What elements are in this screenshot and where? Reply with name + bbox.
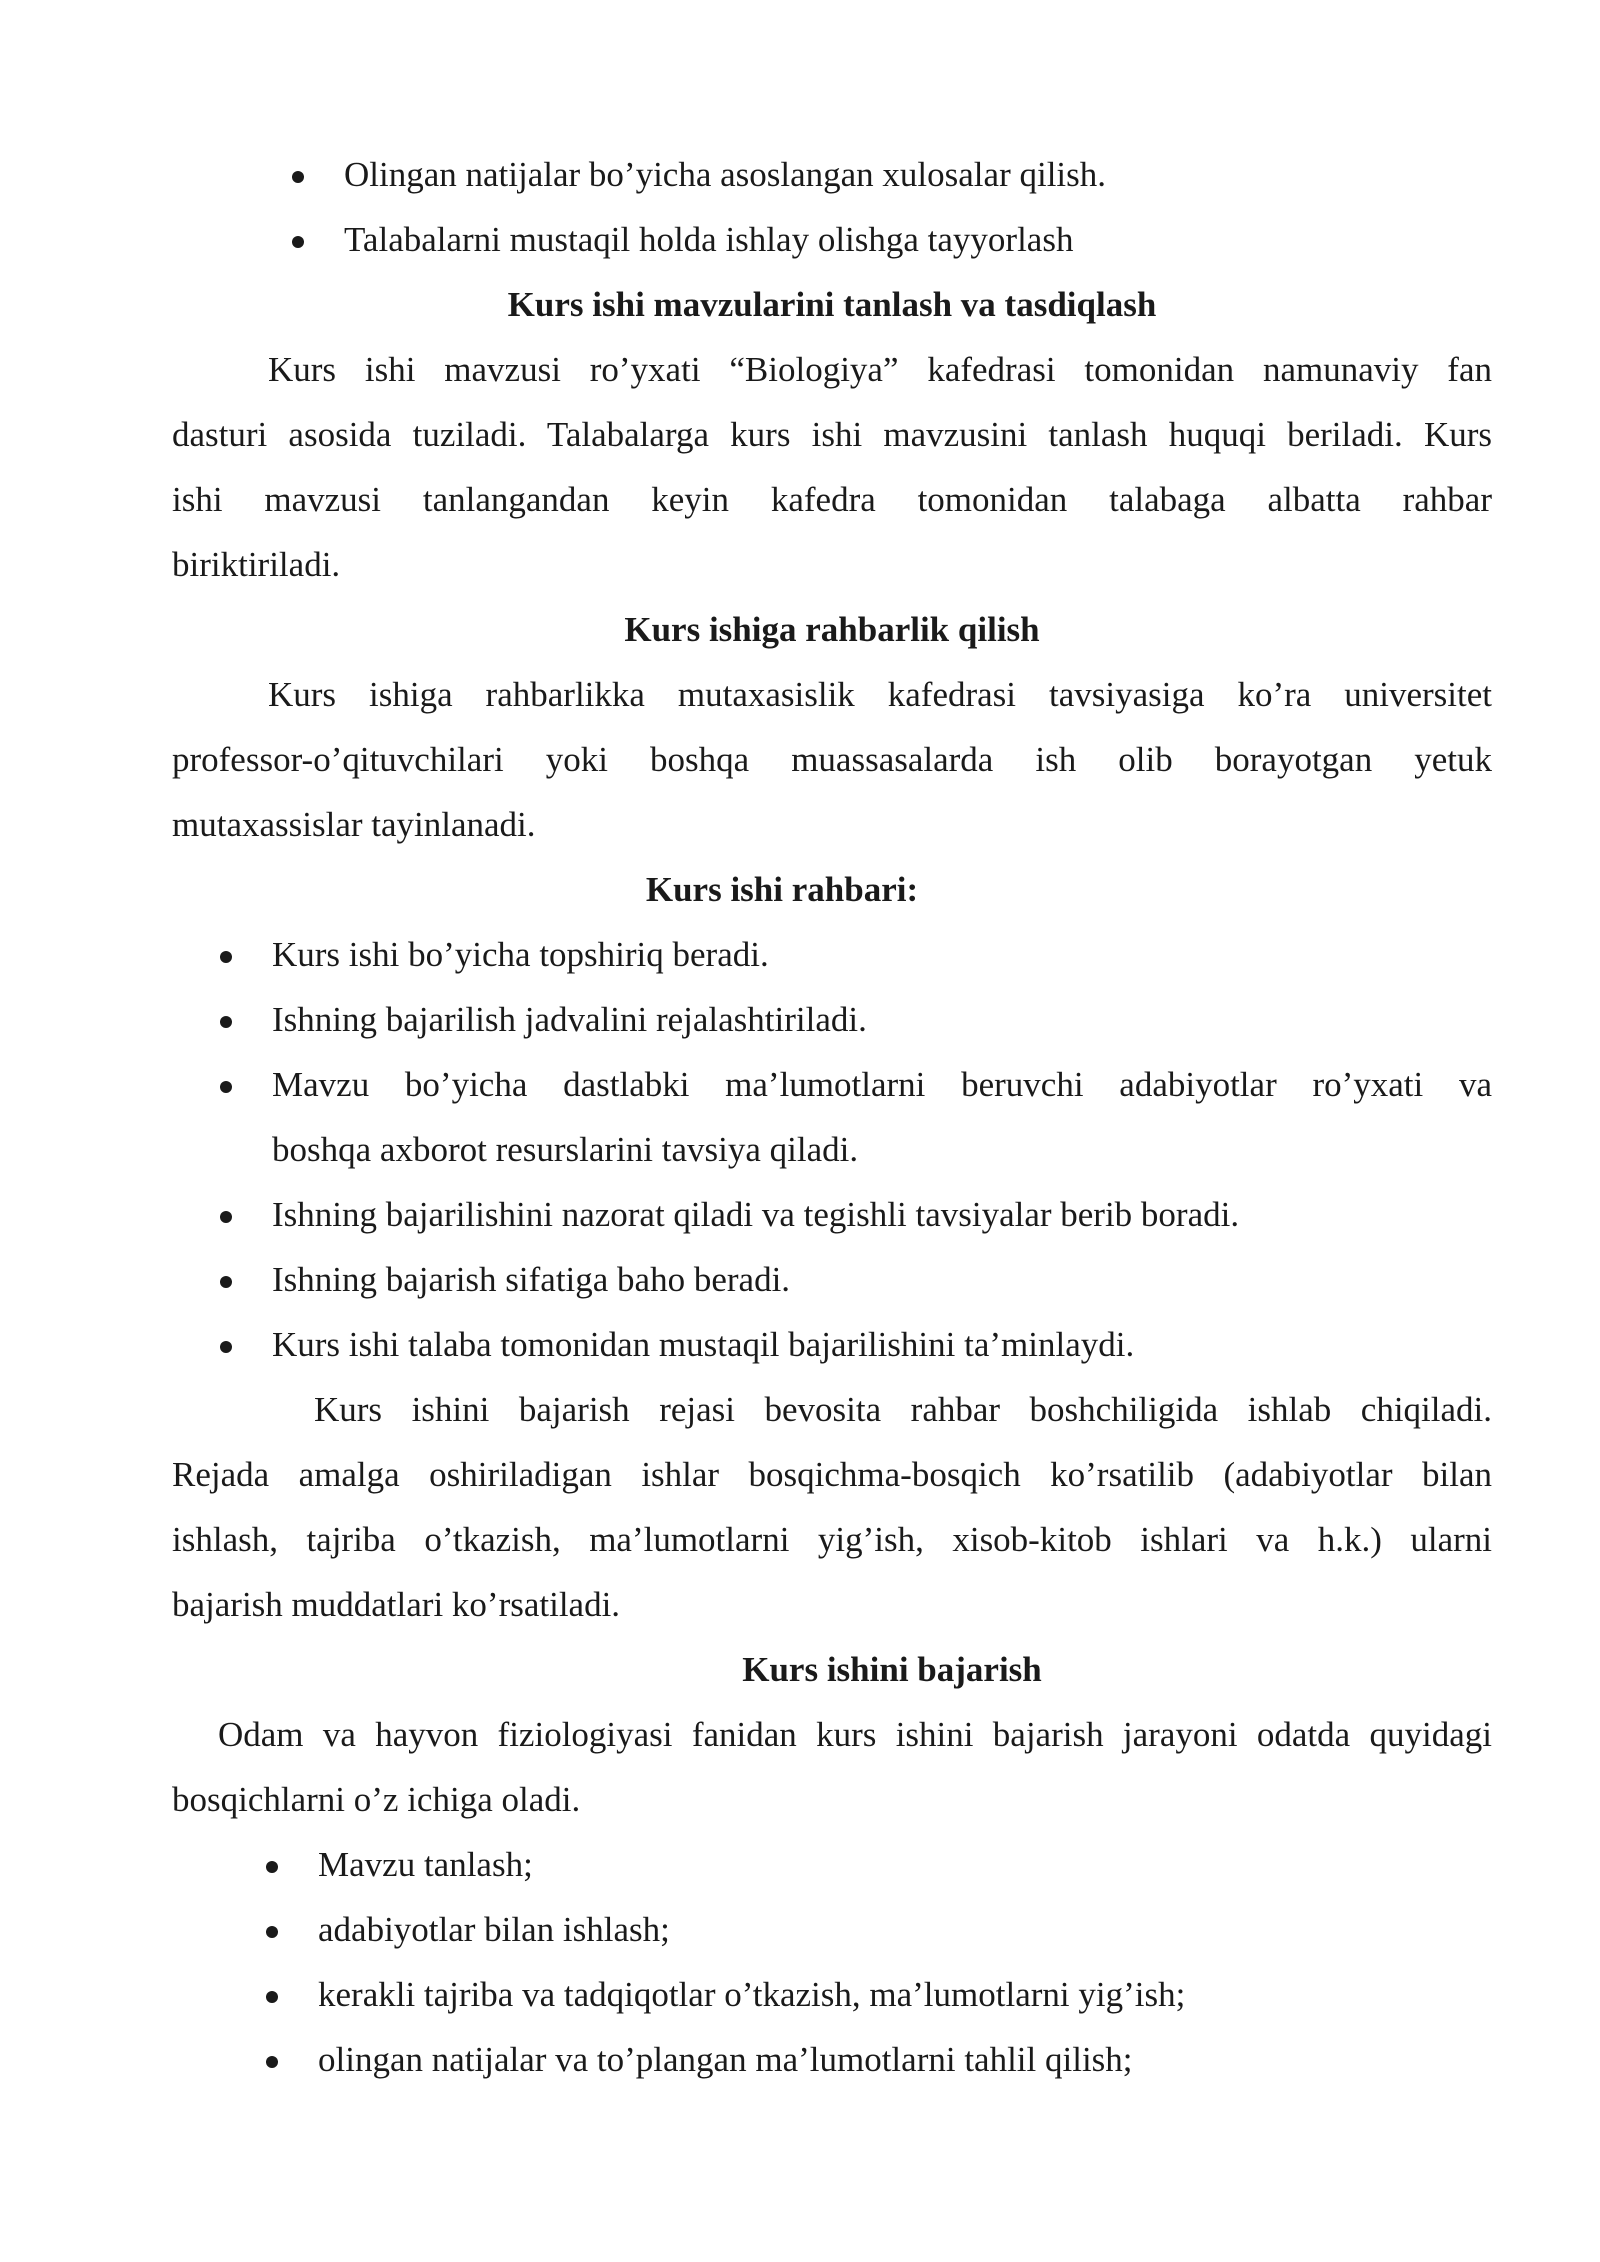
bullet-icon	[266, 1991, 278, 2003]
list-item-text: Mavzu bo’yicha dastlabki ma’lumotlarni beruvchi adabiyotlar ro’yxati va	[272, 1065, 1492, 1104]
bullet-icon	[292, 236, 304, 248]
bullet-icon	[220, 1016, 232, 1028]
paragraph-line: bosqichlarni o’z ichiga oladi.	[172, 1780, 581, 1819]
paragraph-line: dasturi asosida tuziladi. Talabalarga kurs ishi mavzusini tanlash huquqi beriladi. Kurs	[172, 415, 1492, 454]
list-item-text: Olingan natijalar bo’yicha asoslangan xulosalar qilish.	[344, 155, 1107, 194]
bullet-icon	[266, 1926, 278, 1938]
bullet-icon	[266, 2056, 278, 2068]
bullet-icon	[220, 951, 232, 963]
section-heading: Kurs ishini bajarish	[742, 1650, 1042, 1689]
section-heading: Kurs ishi mavzularini tanlash va tasdiqlash	[507, 285, 1157, 324]
bullet-icon	[220, 1211, 232, 1223]
bullet-icon	[220, 1081, 232, 1093]
bullet-icon	[220, 1276, 232, 1288]
paragraph-line: mutaxassislar tayinlanadi.	[172, 805, 536, 844]
list-item-text: Ishning bajarilishini nazorat qiladi va tegishli tavsiyalar berib boradi.	[272, 1195, 1240, 1234]
list-item-continuation: boshqa axborot resurslarini tavsiya qiladi.	[272, 1130, 859, 1169]
list-item-text: olingan natijalar va to’plangan ma’lumotlarni tahlil qilish;	[318, 2040, 1133, 2079]
section-heading: Kurs ishi rahbari:	[645, 870, 919, 909]
paragraph-line: Rejada amalga oshiriladigan ishlar bosqichma-bosqich ko’rsatilib (adabiyotlar bilan	[172, 1455, 1492, 1494]
list-item-text: Ishning bajarish sifatiga baho beradi.	[272, 1260, 791, 1299]
bullet-icon	[266, 1861, 278, 1873]
list-item-text: adabiyotlar bilan ishlash;	[318, 1910, 670, 1949]
paragraph-line: ishi mavzusi tanlangandan keyin kafedra tomonidan talabaga albatta rahbar	[172, 480, 1492, 519]
paragraph-line: biriktiriladi.	[172, 545, 341, 584]
section-heading: Kurs ishiga rahbarlik qilish	[624, 610, 1040, 649]
bullet-icon	[220, 1341, 232, 1353]
list-item-text: Mavzu tanlash;	[318, 1845, 533, 1884]
list-item-text: Kurs ishi bo’yicha topshiriq beradi.	[272, 935, 769, 974]
paragraph-line: bajarish muddatlari ko’rsatiladi.	[172, 1585, 621, 1624]
paragraph-line: Kurs ishiga rahbarlikka mutaxasislik kafedrasi tavsiyasiga ko’ra universitet	[268, 675, 1492, 714]
paragraph-line: Kurs ishi mavzusi ro’yxati “Biologiya” kafedrasi tomonidan namunaviy fan	[268, 350, 1492, 389]
list-item-text: Kurs ishi talaba tomonidan mustaqil bajarilishini ta’minlaydi.	[272, 1325, 1135, 1364]
paragraph-line: Odam va hayvon fiziologiyasi fanidan kurs ishini bajarish jarayoni odatda quyidagi	[218, 1715, 1492, 1754]
document-page	[172, 0, 1492, 2262]
paragraph-line: ishlash, tajriba o’tkazish, ma’lumotlarni yig’ish, xisob-kitob ishlari va h.k.) ularni	[172, 1520, 1492, 1559]
list-item-text: kerakli tajriba va tadqiqotlar o’tkazish, ma’lumotlarni yig’ish;	[318, 1975, 1186, 2014]
list-item-text: Talabalarni mustaqil holda ishlay olishga tayyorlash	[344, 220, 1074, 259]
paragraph-line: Kurs ishini bajarish rejasi bevosita rahbar boshchiligida ishlab chiqiladi.	[314, 1390, 1492, 1429]
bullet-icon	[292, 171, 304, 183]
paragraph-line: professor-o’qituvchilari yoki boshqa muassasalarda ish olib borayotgan yetuk	[172, 740, 1492, 779]
list-item-text: Ishning bajarilish jadvalini rejalashtiriladi.	[272, 1000, 867, 1039]
